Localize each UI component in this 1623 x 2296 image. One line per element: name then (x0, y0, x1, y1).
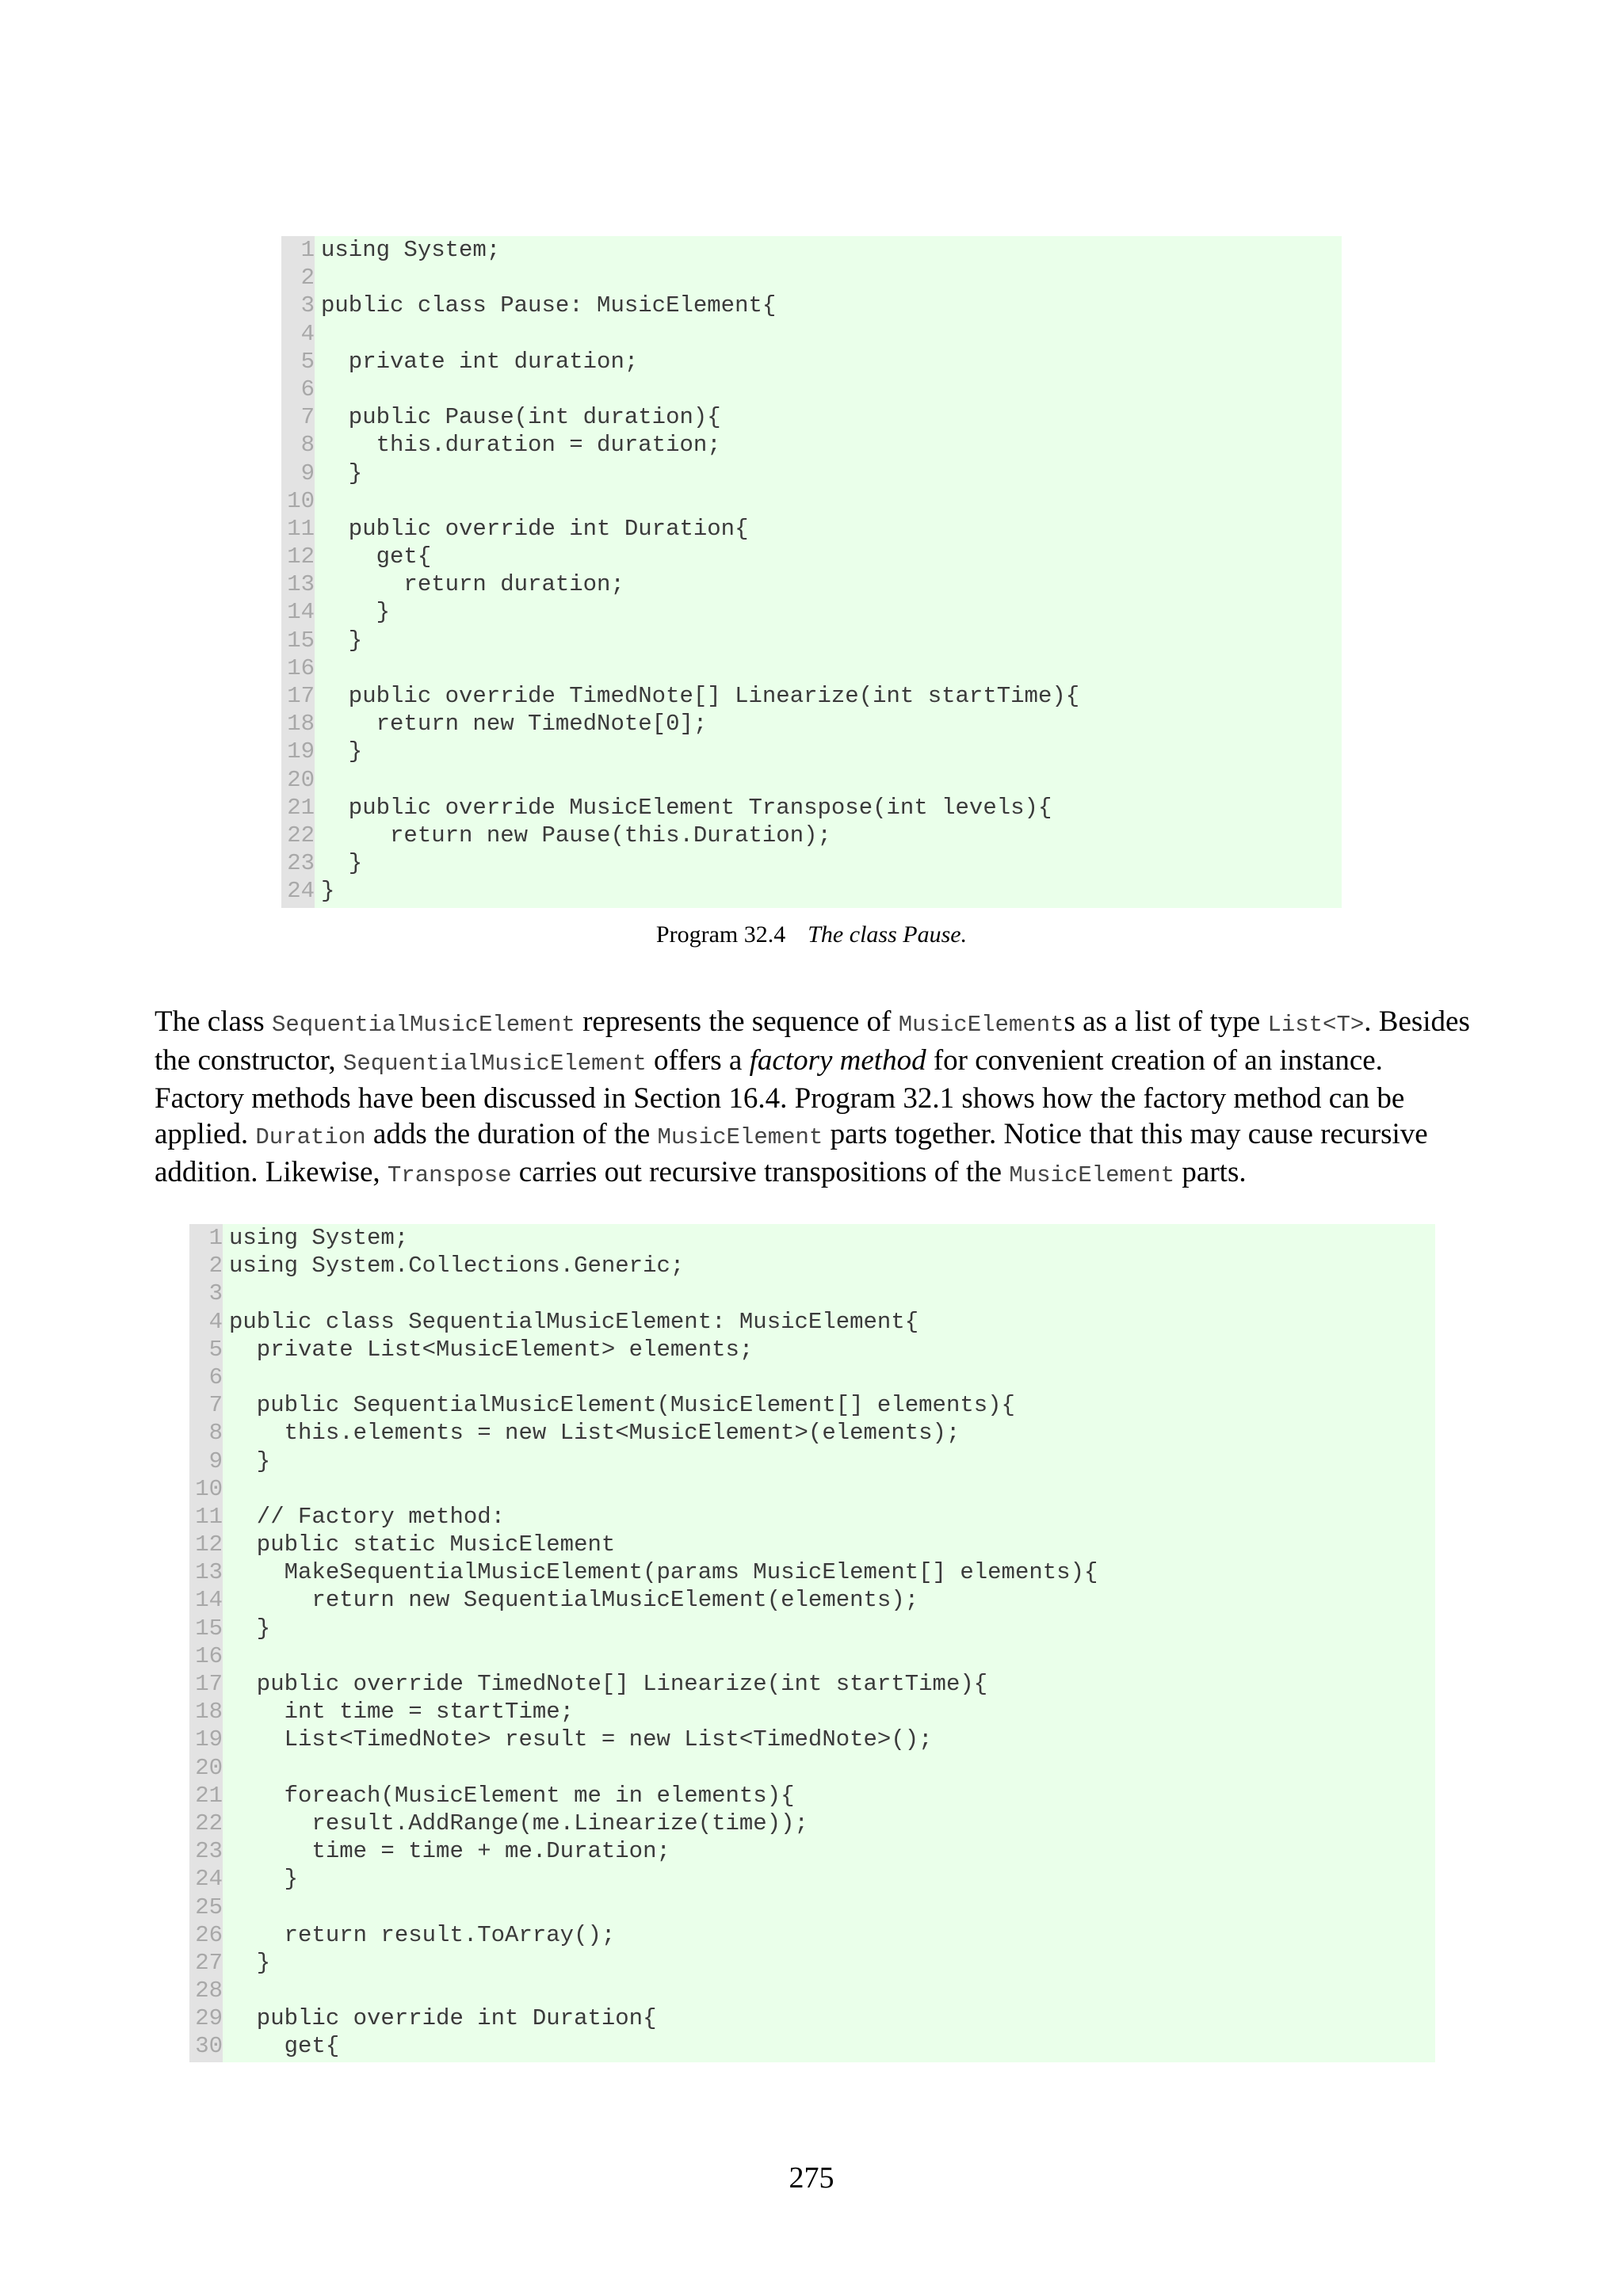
line-number: 1 (300, 237, 315, 263)
code-line: public override int Duration{ (321, 515, 749, 542)
code-line (321, 487, 1342, 515)
line-number: 24 (195, 1866, 223, 1893)
code-line (229, 1977, 1435, 2004)
line-number: 24 (287, 878, 315, 905)
code-line: public override TimedNote[] Linearize(int startTime){ (229, 1671, 988, 1697)
code-line: List<TimedNote> result = new List<TimedNote>(); (229, 1726, 933, 1753)
line-number: 9 (208, 1447, 223, 1474)
code-line: } (321, 460, 363, 486)
code-listing-sequential (189, 1224, 1435, 2062)
emphasis-term: factory method (749, 1043, 926, 1077)
line-number: 16 (195, 1642, 223, 1669)
inline-code: SequentialMusicElement (342, 1050, 647, 1077)
line-number: 9 (300, 460, 315, 486)
inline-code: Duration (255, 1123, 366, 1150)
code-line: } (321, 738, 363, 765)
code-line (229, 1363, 1435, 1391)
code-line: } (321, 850, 363, 877)
code-line: } (229, 1447, 271, 1474)
caption-title: The class Pause. (808, 921, 968, 948)
line-number: 23 (287, 850, 315, 877)
line-number: 30 (195, 2033, 223, 2060)
line-number: 16 (287, 654, 315, 681)
inline-code: Transpose (387, 1162, 512, 1189)
code-listing-pause (281, 236, 1342, 908)
line-number-gutter (281, 236, 315, 908)
line-number: 21 (195, 1782, 223, 1809)
program-caption (0, 921, 1623, 948)
code-line: return result.ToArray(); (229, 1921, 616, 1948)
code-line: return new TimedNote[0]; (321, 711, 708, 738)
code-line (321, 654, 1342, 682)
code-line: this.elements = new List<MusicElement>(elements); (229, 1420, 960, 1447)
line-number: 26 (195, 1921, 223, 1948)
code-line: public override int Duration{ (229, 2005, 657, 2032)
inline-code: MusicElement (898, 1012, 1064, 1038)
code-line: public class Pause: MusicElement{ (321, 292, 777, 319)
line-number: 7 (208, 1392, 223, 1419)
body-paragraph (155, 1005, 1470, 1194)
line-number: 20 (287, 766, 315, 793)
code-line: using System; (321, 237, 501, 263)
line-number: 17 (195, 1671, 223, 1697)
line-number: 29 (195, 2005, 223, 2032)
code-line: MakeSequentialMusicElement(params MusicElement[] elements){ (229, 1559, 1098, 1586)
inline-code: SequentialMusicElement (271, 1012, 575, 1038)
code-line: return new Pause(this.Duration); (321, 822, 831, 849)
page-number: 275 (789, 2161, 834, 2195)
inline-code: List<T> (1267, 1012, 1365, 1038)
code-line: int time = startTime; (229, 1699, 575, 1726)
line-number: 18 (195, 1699, 223, 1726)
line-number: 11 (287, 515, 315, 542)
line-number: 5 (300, 348, 315, 375)
line-number: 4 (300, 320, 315, 347)
code-line (229, 1280, 1435, 1307)
text-run: for convenient creation of an instance. Factory methods have been discussed in Section 16.4. Program 32.1 shows how the factory method can be applied. (155, 1043, 1405, 1150)
text-run: represents the sequence of (575, 1005, 899, 1038)
code-line: public class SequentialMusicElement: MusicElement{ (229, 1308, 919, 1335)
code-line: } (229, 1949, 271, 1976)
line-number: 13 (195, 1559, 223, 1586)
line-number: 6 (300, 376, 315, 402)
line-number: 14 (195, 1587, 223, 1614)
inline-code: MusicElement (1009, 1162, 1175, 1189)
code-line: return duration; (321, 571, 624, 598)
line-number: 7 (300, 404, 315, 431)
code-line: } (229, 1615, 271, 1642)
code-line: public Pause(int duration){ (321, 404, 721, 431)
code-line: } (321, 627, 363, 654)
line-number: 4 (208, 1308, 223, 1335)
text-run: offers a (646, 1043, 750, 1077)
line-number: 19 (287, 738, 315, 765)
code-text (223, 1224, 1435, 2062)
caption-label: Program 32.4 (655, 921, 786, 948)
line-number: 17 (287, 683, 315, 709)
line-number: 22 (195, 1810, 223, 1836)
code-line: public static MusicElement (229, 1531, 616, 1558)
code-line (321, 376, 1342, 403)
text-run: carries out recursive transpositions of the (511, 1156, 1010, 1189)
code-line: using System; (229, 1225, 409, 1251)
code-line (321, 264, 1342, 292)
line-number: 15 (287, 627, 315, 654)
line-number: 23 (195, 1838, 223, 1865)
line-number: 25 (195, 1894, 223, 1920)
code-line (321, 320, 1342, 348)
code-line (229, 1642, 1435, 1670)
code-line: get{ (321, 543, 432, 570)
line-number: 12 (287, 543, 315, 570)
code-line: using System.Collections.Generic; (229, 1253, 685, 1280)
inline-code: MusicElement (657, 1123, 823, 1150)
line-number: 2 (208, 1253, 223, 1280)
code-line: public SequentialMusicElement(MusicElement[] elements){ (229, 1392, 1015, 1419)
text-run: adds the duration of the (365, 1117, 658, 1150)
line-number: 20 (195, 1754, 223, 1781)
line-number: 22 (287, 822, 315, 849)
code-line: private int duration; (321, 348, 639, 375)
line-number: 27 (195, 1949, 223, 1976)
code-line (229, 1475, 1435, 1503)
line-number: 10 (195, 1475, 223, 1502)
line-number: 14 (287, 599, 315, 626)
code-line: return new SequentialMusicElement(elements); (229, 1587, 919, 1614)
code-line: get{ (229, 2033, 340, 2060)
code-line: } (229, 1866, 299, 1893)
code-line: result.AddRange(me.Linearize(time)); (229, 1810, 808, 1836)
code-line: public override TimedNote[] Linearize(int startTime){ (321, 683, 1080, 709)
code-line: } (321, 878, 335, 905)
code-line: this.duration = duration; (321, 432, 721, 459)
code-line: private List<MusicElement> elements; (229, 1336, 754, 1363)
code-line: time = time + me.Duration; (229, 1838, 670, 1865)
line-number: 12 (195, 1531, 223, 1558)
code-line (229, 1754, 1435, 1782)
text-run: parts together. Notice that this may cause recursive addition. Likewise, (155, 1117, 1428, 1189)
line-number: 8 (300, 432, 315, 459)
line-number: 21 (287, 794, 315, 821)
line-number: 6 (208, 1363, 223, 1390)
line-number: 15 (195, 1615, 223, 1642)
line-number: 19 (195, 1726, 223, 1753)
line-number-gutter (189, 1224, 223, 2062)
line-number: 11 (195, 1503, 223, 1530)
line-number: 28 (195, 1978, 223, 2004)
line-number: 5 (208, 1336, 223, 1363)
code-line (229, 1894, 1435, 1921)
line-number: 13 (287, 571, 315, 598)
code-line (321, 766, 1342, 794)
text-run: parts. (1174, 1156, 1247, 1189)
line-number: 8 (208, 1420, 223, 1447)
line-number: 1 (208, 1225, 223, 1251)
code-line: public override MusicElement Transpose(int levels){ (321, 794, 1052, 821)
line-number: 2 (300, 265, 315, 292)
line-number: 18 (287, 711, 315, 738)
line-number: 3 (208, 1280, 223, 1307)
line-number: 10 (287, 487, 315, 514)
code-line: // Factory method: (229, 1503, 506, 1530)
text-run: . Besides the constructor, (155, 1005, 1470, 1077)
code-line: } (321, 599, 391, 626)
line-number: 3 (300, 292, 315, 319)
text-run: The class (155, 1005, 272, 1038)
code-line: foreach(MusicElement me in elements){ (229, 1782, 795, 1809)
code-text (315, 236, 1342, 908)
text-run: s as a list of type (1064, 1005, 1268, 1038)
